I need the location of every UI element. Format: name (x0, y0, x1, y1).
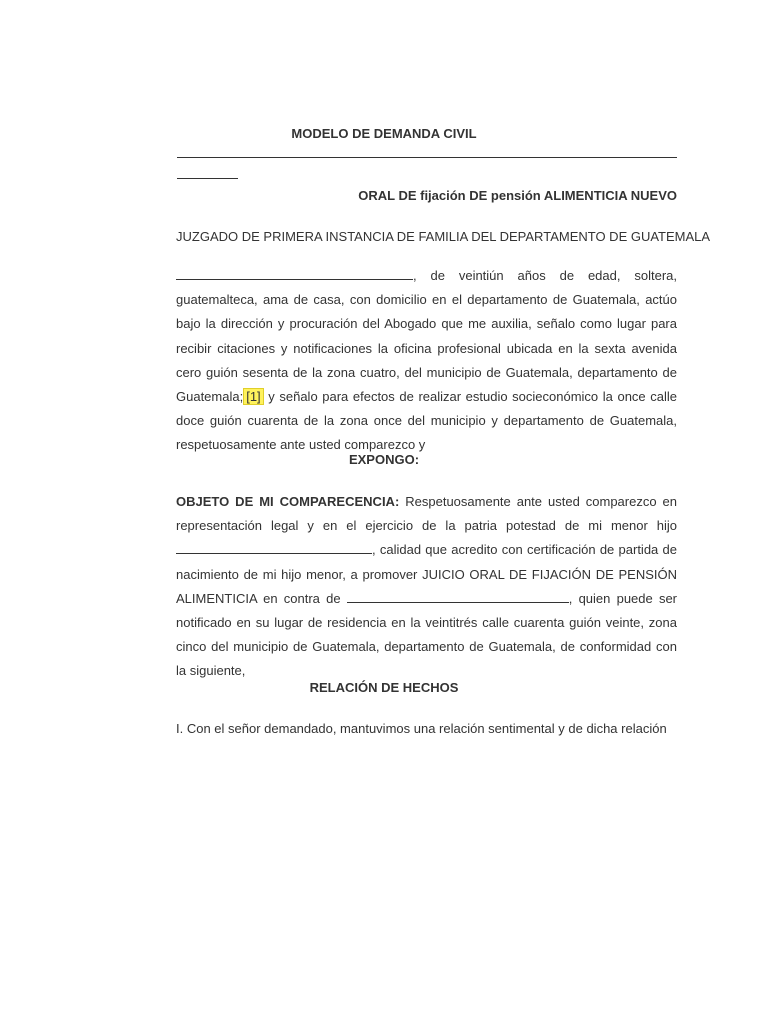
document-title: MODELO DE DEMANDA CIVIL (291, 126, 477, 141)
court-heading: JUZGADO DE PRIMERA INSTANCIA DE FAMILIA DEL DEPARTAMENTO DE GUATEMALA (176, 229, 711, 244)
child-name-blank (176, 541, 372, 554)
object-text-part1: Respetuosamente ante usted comparezco en representación legal y en el ejercicio de la patria potestad de mi menor hijo (176, 494, 677, 534)
object-paragraph (176, 490, 677, 684)
title-underline-continuation (177, 178, 238, 179)
footnote-reference[interactable]: [1] (243, 388, 263, 405)
intro-text-part2: y señalo para efectos de realizar estudio socieconómico la once calle doce guión cuarenta de la zona once del municipio y departamento de Guatemala, respetuosamente ante usted comparezco y (176, 389, 677, 453)
object-lead: OBJETO DE MI COMPARECENCIA: (176, 494, 400, 509)
intro-paragraph (176, 264, 677, 458)
object-text-part3: , quien puede ser notificado en su lugar de residencia en la veintitrés calle cuarenta guión veinte, zona cinco del municipio de Guatemala, departamento de Guatemala, de conformidad con la siguiente, (176, 590, 677, 679)
facts-paragraph: I. Con el señor demandado, mantuvimos una relación sentimental y de dicha relación (176, 721, 667, 736)
heading-relacion-de-hechos: RELACIÓN DE HECHOS (309, 680, 459, 695)
plaintiff-name-blank (176, 267, 413, 280)
intro-text-part1: , de veintiún años de edad, soltera, guatemalteca, ama de casa, con domicilio en el departamento de Guatemala, actúo bajo la dirección y procuración del Abogado que me auxilia, señalo como lugar para recibir citaciones y notificaciones la oficina profesional ubicada en la sexta avenida cero guión sesenta de la zona cuatro, del municipio de Guatemala, departamento de Guatemala; (176, 268, 677, 405)
object-text-part2: , calidad que acredito con certificación de partida de nacimiento de mi hijo menor, a promover JUICIO ORAL DE FIJACIÓN DE PENSIÓN ALIMENTICIA en contra de (176, 542, 677, 606)
heading-expongo: EXPONGO: (348, 452, 420, 467)
document-subtitle: ORAL DE fijación DE pensión ALIMENTICIA NUEVO (358, 188, 677, 203)
defendant-name-blank (347, 590, 569, 603)
title-underline (177, 157, 677, 158)
